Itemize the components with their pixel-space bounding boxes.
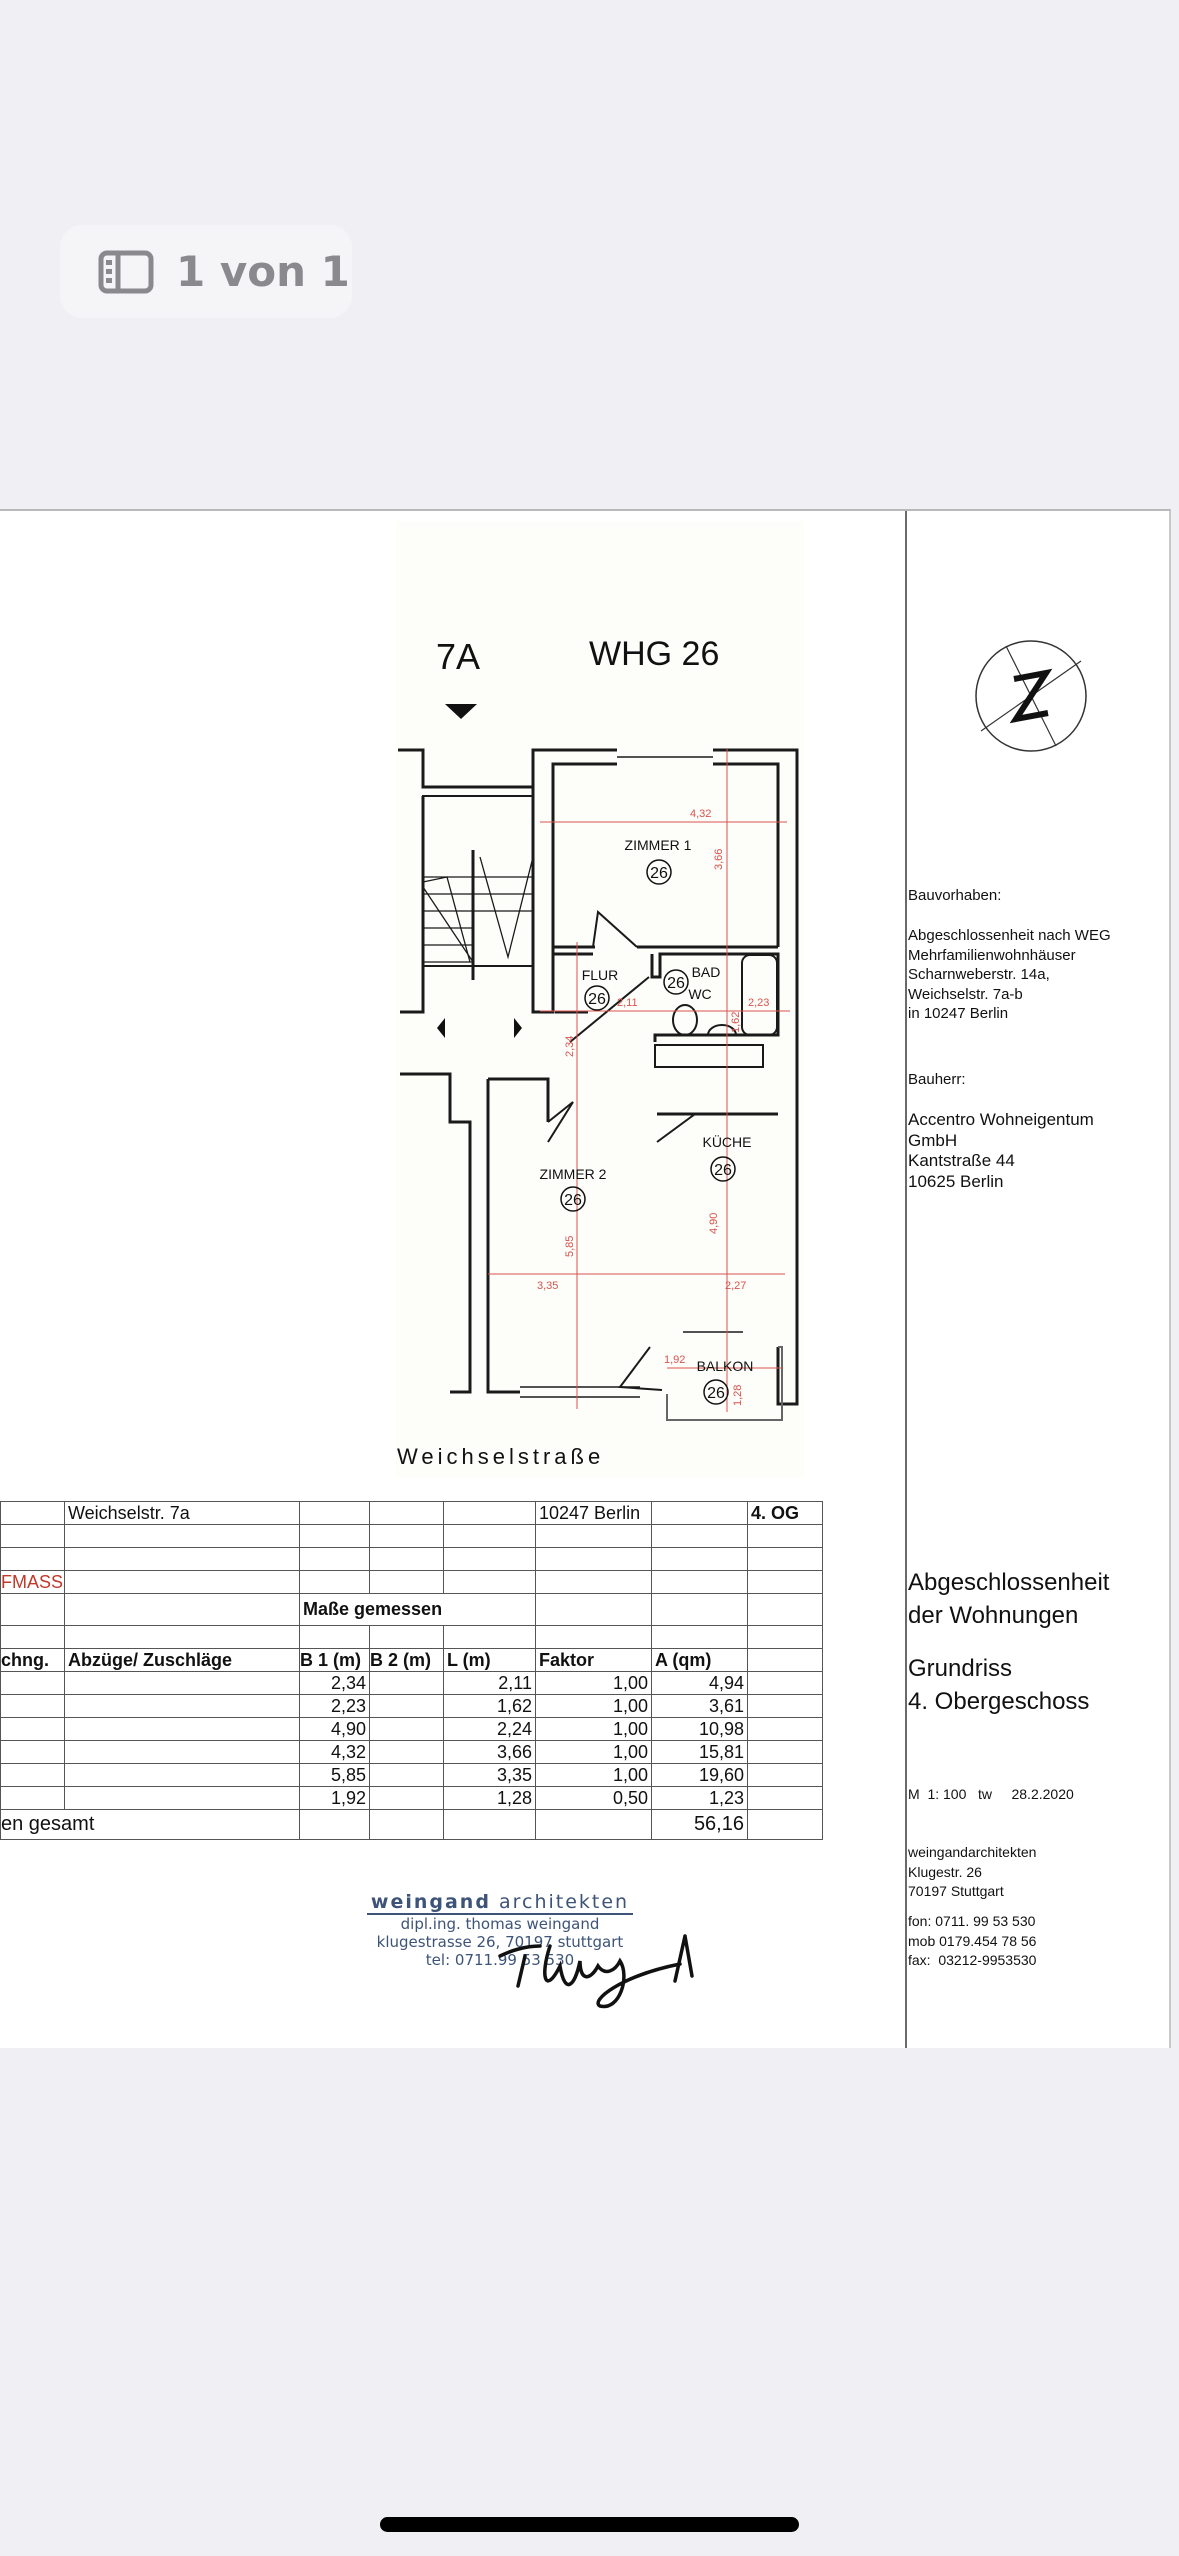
area-table <box>0 1501 823 1840</box>
bauherr-label: Bauherr: <box>908 1071 966 1088</box>
table-cell: 1,00 <box>536 1718 652 1741</box>
measure-header: Maße gemessen <box>300 1594 536 1626</box>
table-cell <box>370 1672 444 1695</box>
table-cell: 3,35 <box>444 1764 536 1787</box>
table-cell <box>65 1695 300 1718</box>
room-number: 26 <box>714 1162 732 1179</box>
table-cell: 4,94 <box>652 1672 748 1695</box>
stamp-line: tel: 0711.99 53 530 <box>425 1951 575 1969</box>
table-cell <box>370 1787 444 1810</box>
home-indicator[interactable] <box>380 2517 799 2532</box>
entrance-arrow-icon <box>445 704 477 719</box>
table-cell: 15,81 <box>652 1741 748 1764</box>
table-cell: 1,28 <box>444 1787 536 1810</box>
document-page <box>0 509 1171 2048</box>
architect-address: weingandarchitekten Klugestr. 26 70197 Stuttgart <box>908 1844 1037 1899</box>
unit-label: WHG 26 <box>589 635 720 673</box>
stamp-name: weingand <box>370 1891 491 1913</box>
table-cell <box>1 1672 65 1695</box>
table-cell <box>1 1718 65 1741</box>
dim-label: 2,34 <box>564 1035 576 1057</box>
toilet <box>673 1005 697 1035</box>
bauvorhaben-text: Abgeschlossenheit nach WEG Mehrfamilienwohnhäuser Scharnweberstr. 14a, Weichselstr. 7a-b in 10247 Berlin <box>908 927 1111 1022</box>
dim-label: 1,28 <box>732 1384 744 1406</box>
table-cell <box>65 1672 300 1695</box>
table-cell: 10,98 <box>652 1718 748 1741</box>
table-cell: 1,23 <box>652 1787 748 1810</box>
wall <box>398 750 553 787</box>
table-cell <box>748 1764 823 1787</box>
room-number: 26 <box>667 975 685 992</box>
col-header: L (m) <box>444 1649 536 1672</box>
table-row <box>1 1672 823 1695</box>
room-label: WC <box>688 986 712 1002</box>
table-cell: 5,85 <box>300 1764 370 1787</box>
scale-date: M 1: 100 tw 28.2.2020 <box>908 1786 1074 1802</box>
page-indicator-text: 1 von 1 <box>176 247 350 296</box>
table-cell <box>370 1741 444 1764</box>
entrance-label: 7A <box>436 636 481 677</box>
dim-label: 3,35 <box>537 1280 559 1292</box>
floor-cell: 4. OG <box>748 1502 823 1525</box>
signature <box>480 1916 720 2026</box>
north-arrow-icon <box>966 631 1096 761</box>
total-label: en gesamt <box>1 1810 300 1840</box>
wall <box>400 796 423 1012</box>
street-cell: Weichselstr. 7a <box>65 1502 300 1525</box>
table-cell <box>370 1695 444 1718</box>
door-arrow-right-icon <box>514 1018 522 1038</box>
table-cell: 3,66 <box>444 1741 536 1764</box>
dim-label: 2,23 <box>748 997 770 1009</box>
dim-label: 5,85 <box>564 1235 576 1257</box>
table-row <box>1 1741 823 1764</box>
table-row <box>1 1787 823 1810</box>
table-cell: 1,92 <box>300 1787 370 1810</box>
room-number: 26 <box>707 1385 725 1402</box>
table-cell <box>748 1787 823 1810</box>
table-cell: 19,60 <box>652 1764 748 1787</box>
dim-label: 4,90 <box>708 1212 720 1234</box>
stamp-name-rest: architekten <box>490 1891 630 1913</box>
dim-label: 1,62 <box>730 1011 742 1033</box>
table-cell <box>1 1787 65 1810</box>
bathtub <box>742 955 777 1035</box>
col-header: B 1 (m) <box>300 1649 370 1672</box>
title-text: Abgeschlossenheit der Wohnungen <box>908 1569 1110 1629</box>
dim-label: 4,32 <box>690 808 712 820</box>
room-number: 26 <box>564 1192 582 1209</box>
stairs <box>423 857 533 962</box>
table-cell <box>65 1718 300 1741</box>
table-cell: 1,00 <box>536 1672 652 1695</box>
table-cell: 1,00 <box>536 1741 652 1764</box>
table-row <box>1 1718 823 1741</box>
table-cell <box>65 1764 300 1787</box>
dim-label: 2,27 <box>725 1280 747 1292</box>
table-cell <box>1 1695 65 1718</box>
subtitle-text: Grundriss 4. Obergeschoss <box>908 1655 1090 1715</box>
table-cell <box>748 1718 823 1741</box>
table-cell: 2,34 <box>300 1672 370 1695</box>
table-cell <box>370 1764 444 1787</box>
table-cell <box>748 1672 823 1695</box>
table-cell: 3,61 <box>652 1695 748 1718</box>
architect-contact: fon: 0711. 99 53 530 mob 0179.454 78 56 fax: 03212-9953530 <box>908 1913 1037 1968</box>
table-cell: 2,23 <box>300 1695 370 1718</box>
total-value: 56,16 <box>652 1810 748 1840</box>
room-number: 26 <box>588 991 606 1008</box>
room-label: ZIMMER 2 <box>539 1166 607 1182</box>
table-cell: 4,90 <box>300 1718 370 1741</box>
table-cell <box>1 1764 65 1787</box>
table-cell <box>1 1741 65 1764</box>
room-label: ZIMMER 1 <box>624 837 692 853</box>
col-header: chng. <box>1 1649 65 1672</box>
col-header: B 2 (m) <box>370 1649 444 1672</box>
stamp-line: dipl.ing. thomas weingand <box>400 1915 600 1933</box>
table-cell <box>65 1787 300 1810</box>
room-label: KÜCHE <box>702 1134 752 1150</box>
table-cell: 1,00 <box>536 1764 652 1787</box>
table-cell <box>748 1741 823 1764</box>
table-cell: 1,00 <box>536 1695 652 1718</box>
table-cell: 0,50 <box>536 1787 652 1810</box>
stamp-line: klugestrasse 26, 70197 stuttgart <box>376 1933 624 1951</box>
bauherr-text: Accentro Wohneigentum GmbH Kantstraße 44 10625 Berlin <box>908 1110 1094 1191</box>
room-label: BALKON <box>696 1358 754 1374</box>
title-block-divider <box>905 511 907 2048</box>
table-cell: 2,11 <box>444 1672 536 1695</box>
dim-label: 2,11 <box>617 997 638 1009</box>
city-cell: 10247 Berlin <box>536 1502 652 1525</box>
col-header: A (qm) <box>652 1649 748 1672</box>
table-cell: 1,62 <box>444 1695 536 1718</box>
room-number: 26 <box>650 865 668 882</box>
door-arrow-left-icon <box>437 1018 445 1038</box>
table-cell: 2,24 <box>444 1718 536 1741</box>
table-row <box>1 1764 823 1787</box>
street-label: Weichselstraße <box>397 1444 605 1469</box>
table-cell <box>370 1718 444 1741</box>
section-label: FMASS <box>1 1571 64 1592</box>
table-cell <box>1 1502 65 1525</box>
col-header: Faktor <box>536 1649 652 1672</box>
table-cell <box>748 1695 823 1718</box>
bauvorhaben-label: Bauvorhaben: <box>908 887 1002 904</box>
room-label: BAD <box>691 964 721 980</box>
room-label: FLUR <box>581 967 619 983</box>
table-cell: 4,32 <box>300 1741 370 1764</box>
stair-core <box>423 796 533 966</box>
table-row <box>1 1695 823 1718</box>
col-header: Abzüge/ Zuschläge <box>65 1649 300 1672</box>
table-cell <box>65 1741 300 1764</box>
dim-label: 1,92 <box>664 1354 686 1366</box>
dim-label: 3,66 <box>713 848 725 870</box>
